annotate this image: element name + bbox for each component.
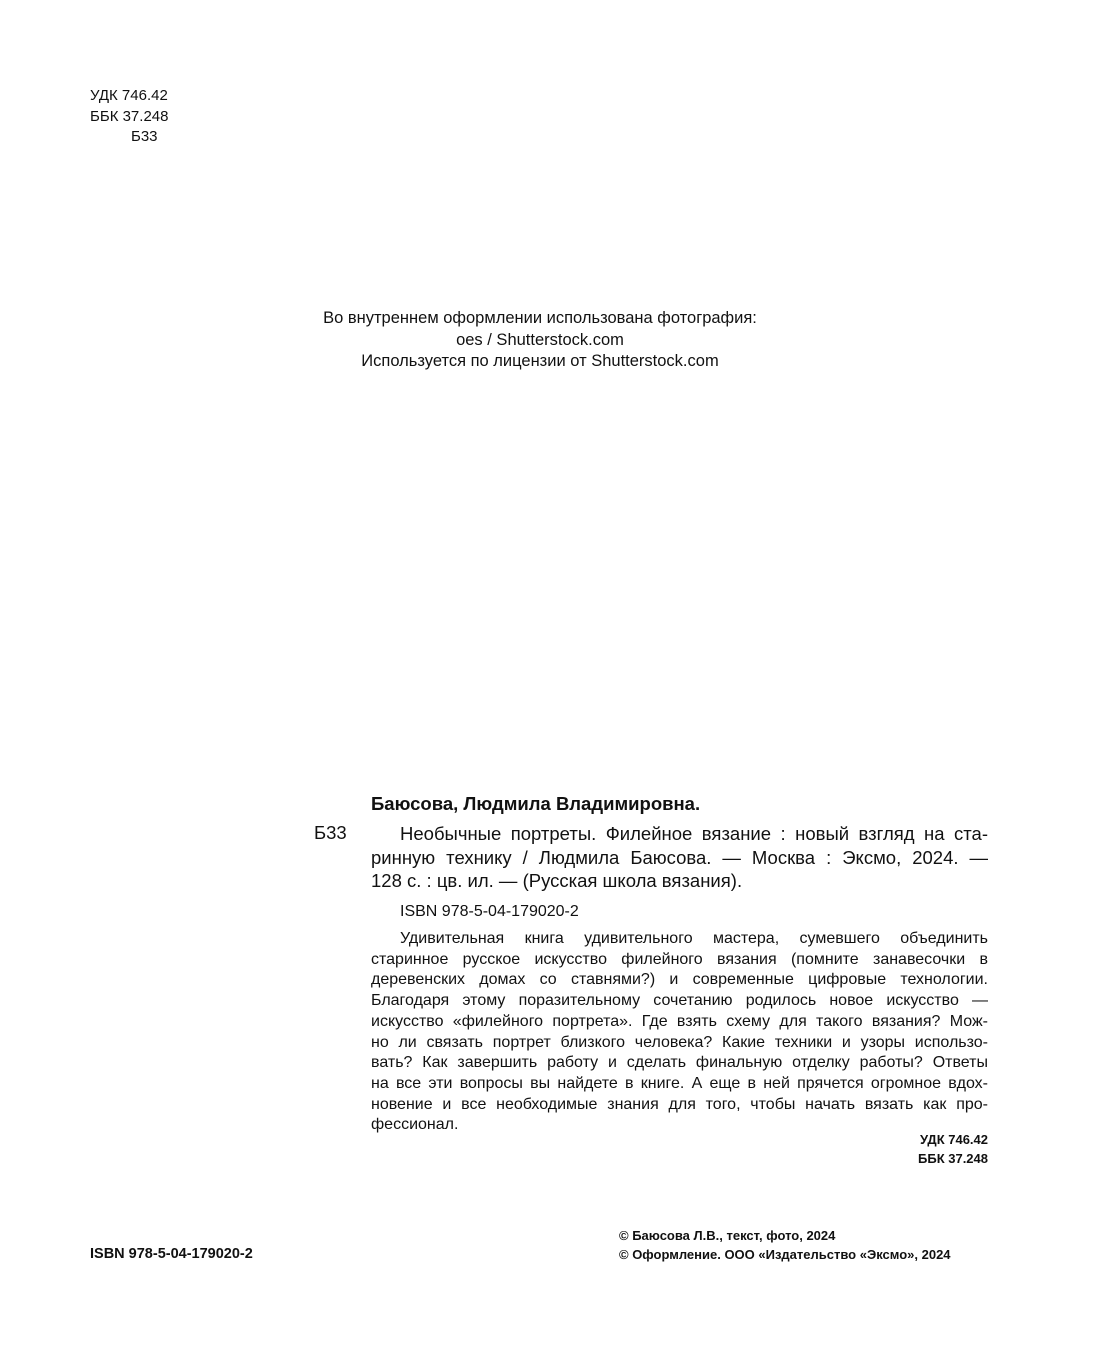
catalog-author-heading: Баюсова, Людмила Владимировна. xyxy=(371,793,701,814)
copyright-block xyxy=(619,1226,951,1264)
annotation-line: Удивительная книга удивительного мастера, сумевшего объединить xyxy=(400,930,988,947)
photo-credit-line: oes / Shutterstock.com xyxy=(456,330,624,349)
bbk-code: ББК 37.248 xyxy=(90,107,169,125)
annotation-line: новение и все необходимые знания для того, чтобы начать вязать как про- xyxy=(371,1095,988,1113)
author-mark: Б33 xyxy=(131,128,158,145)
udk-code: УДК 746.42 xyxy=(90,87,168,104)
annotation-line: старинное русское искусство филейного вязания (помните занавесочки в xyxy=(371,950,988,968)
bib-line: Необычные портреты. Филейное вязание : новый взгляд на ста- xyxy=(400,823,988,844)
photo-credit-line: Используется по лицензии от Shutterstock.com xyxy=(361,352,719,370)
bbk-code: ББК 37.248 xyxy=(918,1150,988,1166)
annotation-line: вать? Как завершить работу и сделать финальную отделку работы? Ответы xyxy=(371,1054,988,1072)
catalog-isbn: ISBN 978-5-04-179020-2 xyxy=(400,903,579,920)
bibliographic-description xyxy=(371,822,988,893)
catalog-author-mark: Б33 xyxy=(314,822,347,843)
catalog-classification xyxy=(918,1131,988,1168)
annotation-line: но ли связать портрет близкого человека? Какие техники и узоры использо- xyxy=(371,1033,988,1051)
photo-credit xyxy=(240,308,840,373)
copyright-design: © Оформление. ООО «Издательство «Эксмо», 2024 xyxy=(619,1247,951,1262)
copyright-author: © Баюсова Л.В., текст, фото, 2024 xyxy=(619,1228,836,1243)
top-classification xyxy=(90,86,168,148)
annotation-line: деревенских домах со ставнями?) и современные цифровые технологии. xyxy=(371,971,988,989)
annotation-line: на все эти вопросы вы найдете в книге. А еще в ней прячется огромное вдох- xyxy=(371,1074,988,1092)
bib-line: ринную технику / Людмила Баюсова. — Москва : Эксмо, 2024. — xyxy=(371,846,988,868)
photo-credit-line: Во внутреннем оформлении использована фотография: xyxy=(323,309,757,327)
udk-code: УДК 746.42 xyxy=(920,1132,988,1147)
isbn-footer: ISBN 978-5-04-179020-2 xyxy=(90,1246,253,1262)
annotation xyxy=(371,929,988,1136)
annotation-line: Благодаря этому поразительному сочетанию родилось новое искусство — xyxy=(371,992,988,1010)
bib-line: 128 с. : цв. ил. — (Русская школа вязания). xyxy=(371,870,743,891)
annotation-line: искусство «филейного портрета». Где взять схему для такого вязания? Мож- xyxy=(371,1012,988,1030)
annotation-line: фессионал. xyxy=(371,1116,459,1134)
